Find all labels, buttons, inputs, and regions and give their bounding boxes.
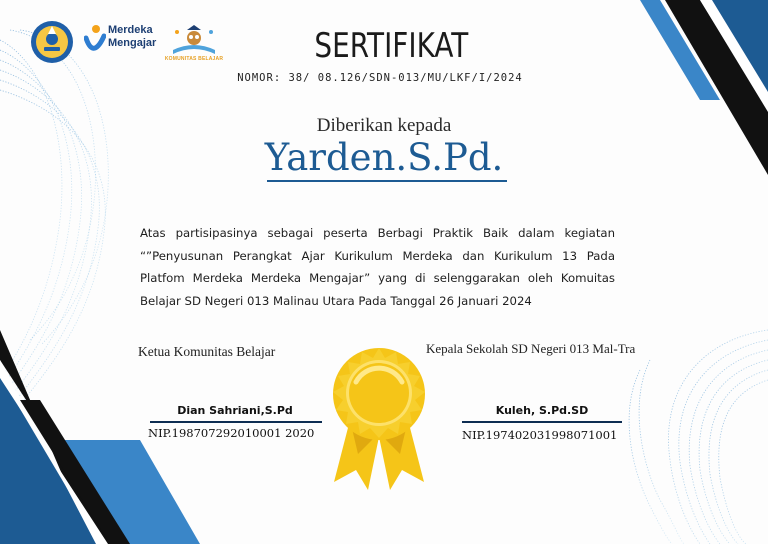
given-to-label: Diberikan kepada: [316, 115, 452, 136]
left-signatory-nip: NIP.198707292010001 2020: [148, 426, 315, 440]
wave-bottom-right: [629, 330, 768, 544]
award-ribbon-icon: [320, 342, 438, 492]
kemdikbud-logo: [30, 20, 74, 64]
left-signatory-name: Dian Sahriani,S.Pd: [177, 404, 293, 417]
merdeka-mengajar-text: [108, 24, 156, 50]
left-signatory-title: Ketua Komunitas Belajar: [138, 344, 276, 359]
left-signature-line: [150, 421, 322, 423]
right-signatory-name: Kuleh, S.Pd.SD: [495, 404, 589, 417]
certificate-title: SERTIFIKAT: [314, 26, 469, 66]
komunitas-belajar-text: KOMUNITAS BELAJAR: [164, 56, 224, 62]
right-signature-line: [462, 421, 622, 423]
certificate-body: Atas partisipasinya sebagai peserta Berbagi Praktik Baik dalam kegiatan “”Penyusunan Perangkat Ajar Kurikulum Merdeka dan Kurikulum 13 Pada Platfom Merdeka Merdeka Mengajar” yang di selenggarakan oleh Komuitas Belajar SD Negeri 013 Malinau Utara Pada Tanggal 26 Januari 2024: [140, 226, 615, 308]
komunitas-belajar-logo: [163, 22, 225, 66]
merdeka-line1: Merdeka: [108, 24, 153, 36]
book-owl-icon: [163, 22, 225, 56]
right-signatory-nip: NIP.197402031998071001: [462, 428, 618, 442]
certificate-number: NOMOR: 38/ 08.126/SDN-013/MU/LKF/I/2024: [237, 72, 523, 84]
right-signatory-title: Kepala Sekolah SD Negeri 013 Mal-Tra: [426, 341, 636, 356]
stripes-top-right: [640, 0, 768, 175]
merdeka-line2: Mengajar: [108, 37, 157, 49]
recipient-underline: [267, 180, 507, 182]
merdeka-mengajar-icon: [84, 24, 106, 58]
recipient-name: Yarden.S.Pd.: [264, 136, 504, 179]
merdeka-mengajar-logo: [84, 24, 156, 58]
